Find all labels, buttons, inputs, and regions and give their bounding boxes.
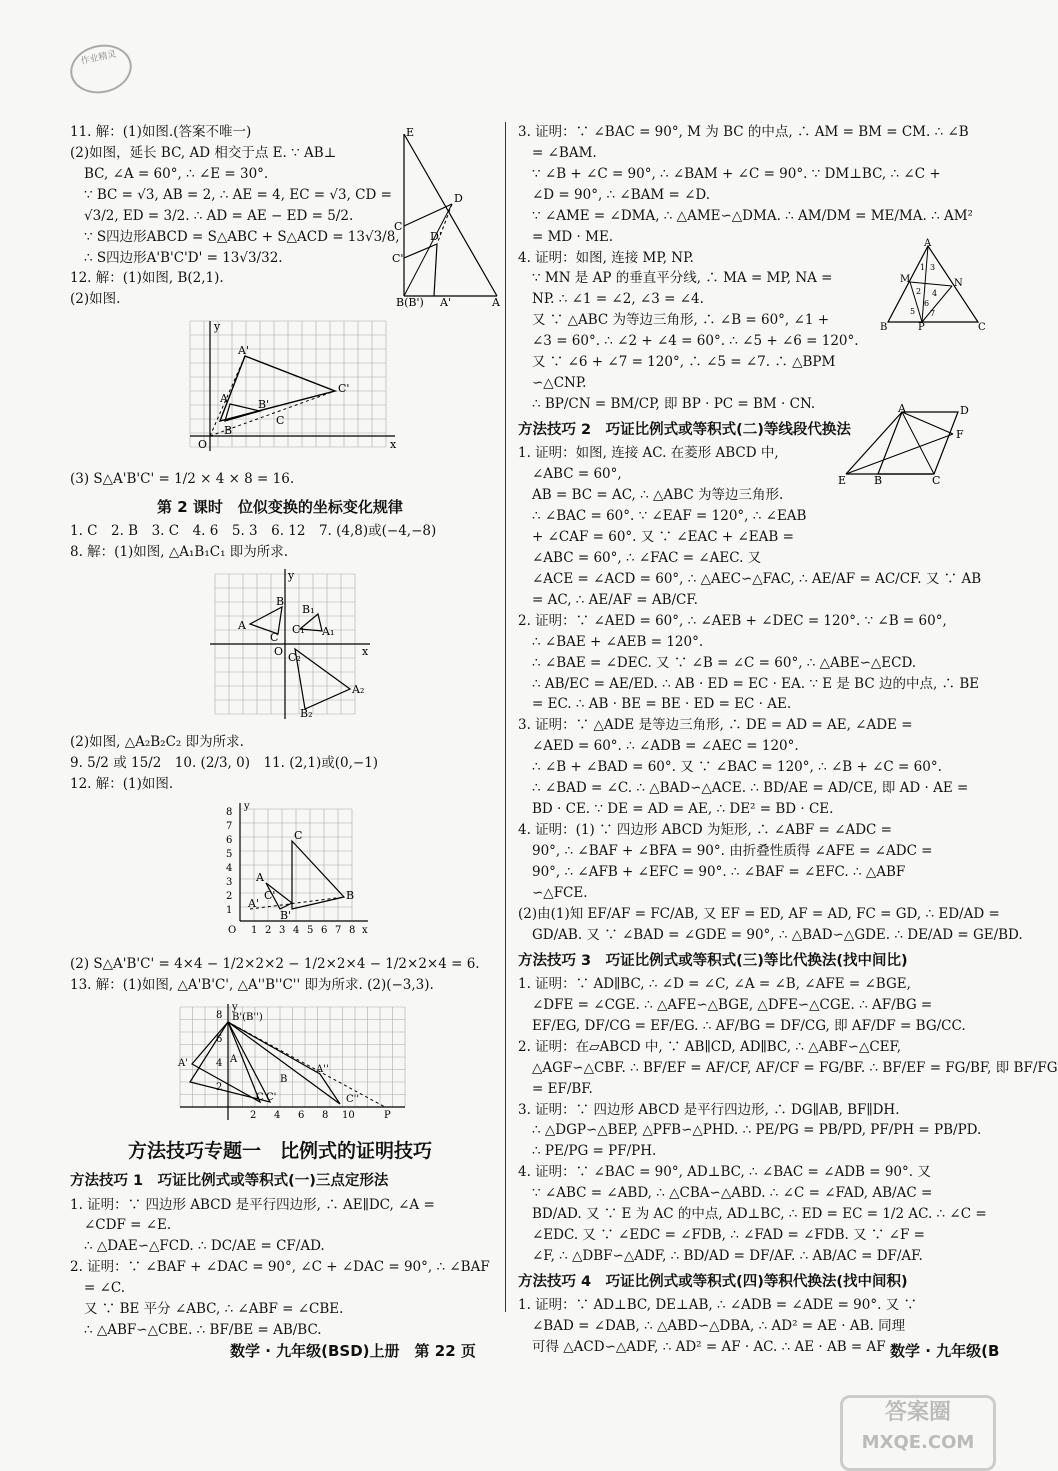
- fig3-label-b1: B₁: [302, 603, 315, 617]
- text-line: 又 ∵ ∠6 + ∠7 = 120°, ∴ ∠5 = ∠7. ∴ △BPM: [532, 354, 836, 371]
- text-line: 12. 解：(1)如图.: [70, 776, 174, 792]
- text-line: 1. 证明：∵ 四边形 ABCD 是平行四边形, ∴ AE∥DC, ∠A =: [70, 1196, 435, 1213]
- column-divider: [505, 122, 506, 1312]
- fig4-tick-x2: 2: [265, 924, 272, 936]
- figure-3-svg: [210, 569, 370, 719]
- text-line: ∠ABC = 60°, ∴ ∠FAC = ∠AEC. 又: [532, 549, 762, 566]
- fig6-label-m: M: [900, 274, 911, 285]
- right-block-2: [518, 443, 1023, 945]
- text-line: ∴ S四边形A'B'C'D' = 13√3/32.: [84, 249, 283, 266]
- text-line: (2)如图，延长 BC, AD 相交于点 E. ∵ AB⊥: [70, 144, 337, 161]
- text-line: ∴ ∠BAE + ∠AEB = 120°.: [532, 633, 704, 650]
- fig5-tick-x2: 2: [250, 1109, 257, 1121]
- fig6-angle-1: 1: [920, 263, 926, 272]
- fig4-tick-y7: 7: [226, 820, 233, 832]
- text-line: 2. 证明：在▱ABCD 中, ∵ AB∥CD, AD∥BC, ∴ △ABF∽△CEF,: [518, 1038, 902, 1055]
- text-line: 3. 证明：∵ 四边形 ABCD 是平行四边形, ∴ DG∥AB, BF∥DH.: [518, 1101, 900, 1118]
- fig4-tick-y5: 5: [226, 848, 233, 860]
- fig5-tick-x8: 8: [322, 1109, 329, 1121]
- text-line: 8. 解：(1)如图, △A₁B₁C₁ 即为所求.: [70, 544, 289, 561]
- text-line: 2. 证明：∵ ∠AED = 60°, ∴ ∠AEB + ∠DEC = 120°. ∵ ∠B = 60°,: [518, 612, 947, 629]
- text-line: 又 ∵ △ABC 为等边三角形, ∴ ∠B = 60°, ∠1 +: [532, 312, 830, 329]
- text-line: ∽△FCE.: [532, 884, 588, 901]
- footer-right: 数学 · 九年级(B: [890, 1342, 1000, 1360]
- text-line: (2) S△A'B'C' = 4×4 − 1/2×2×2 − 1/2×2×4 − 1/2×2×4 = 6.: [70, 955, 480, 972]
- fig5-label-a: A: [230, 1053, 238, 1065]
- fig4-tick-x7: 7: [335, 924, 342, 936]
- text-line: = ∠C.: [84, 1280, 126, 1297]
- text-line: ∠DFE = ∠CGE. ∴ △AFE∽△BGE, △DFE∽△CGE. ∴ AF/BG =: [532, 996, 933, 1013]
- fig4-tick-y8: 8: [226, 806, 233, 818]
- fig1-label-d: D: [454, 192, 463, 205]
- stamp-text: 作业精灵: [80, 49, 118, 67]
- fig1-label-c-prime: C': [392, 252, 404, 265]
- text-line: ∠BAD = ∠DAB, ∴ △ABD∽△DBA, ∴ AD² = AE · AB. 同理: [532, 1318, 906, 1335]
- text-line: 1. 证明：∵ AD⊥BC, DE⊥AB, ∴ ∠ADB = ∠ADE = 90°. 又 ∵: [518, 1297, 917, 1314]
- text-line: 1. C 2. B 3. C 4. 6 5. 3 6. 12 7. (4,8)或(−4,−8): [70, 523, 437, 540]
- fig2-label-y: y: [214, 320, 221, 334]
- watermark-logo: [840, 1395, 996, 1471]
- fig6-label-b: B: [880, 322, 888, 333]
- text-line: ∠EDC. 又 ∵ ∠EDC = ∠FDB, ∴ ∠FAD = ∠FDB. 又 ∵ ∠F =: [532, 1227, 925, 1244]
- text-line: ∴ ∠BAE = ∠DEC. 又 ∵ ∠B = ∠C = 60°, ∴ △ABE∽△ECD.: [532, 654, 917, 671]
- text-line: AB = BC = AC, ∴ △ABC 为等边三角形.: [532, 487, 784, 504]
- fig3-label-a2: A₂: [352, 683, 365, 697]
- fig7-label-c: C: [932, 474, 941, 487]
- text-line: ∠3 = 60°. ∴ ∠2 + ∠4 = 60°. ∴ ∠5 + ∠6 = 120°.: [532, 333, 859, 350]
- fig1-label-a-prime: A': [440, 296, 451, 309]
- fig4-tick-x6: 6: [321, 924, 328, 936]
- fig6-angle-7: 7: [930, 309, 936, 318]
- figure-2-svg: [180, 316, 400, 456]
- fig3-label-b: B: [276, 595, 285, 609]
- fig1-label-b: B(B'): [396, 296, 424, 309]
- text-line: + ∠CAF = 60°. 又 ∵ ∠EAC + ∠EAB =: [532, 529, 794, 546]
- fig5-tick-y6: 6: [216, 1033, 223, 1045]
- fig5-label-a-prime: A': [178, 1057, 188, 1069]
- text-line: 1. 证明：∵ AD∥BC, ∴ ∠D = ∠C, ∠A = ∠B, ∠AFE = ∠BGE,: [518, 975, 911, 992]
- fig4-tick-y3: 3: [226, 876, 233, 888]
- fig4-label-a: A: [256, 870, 264, 884]
- fig5-tick-x10: 10: [342, 1109, 355, 1121]
- text-line: ∴ AB/EC = AE/ED. ∴ AB · ED = EC · EA. ∵ E 是 BC 边的中点, ∴ BE: [532, 675, 980, 692]
- figure-1-svg: [392, 126, 502, 309]
- text-line: 90°, ∴ ∠BAF + ∠BFA = 90°. 由折叠性质得 ∠AFE = ∠ADC =: [532, 842, 933, 859]
- text-line: 3. 证明：∵ ∠BAC = 90°, M 为 BC 的中点, ∴ AM = BM = CM. ∴ ∠B: [518, 124, 969, 140]
- figure-4-grid: [220, 801, 490, 948]
- fig5-tick-x6: 6: [298, 1109, 305, 1121]
- text-line: 3. 证明：∵ △ADE 是等边三角形, ∴ DE = AD = AE, ∠ADE =: [518, 717, 913, 734]
- fig4-tick-y4: 4: [226, 862, 233, 874]
- text-line: 90°, ∴ ∠AFB + ∠EFC = 90°. ∴ ∠BAF = ∠EFC. ∴ △ABF: [532, 863, 906, 880]
- text-line: ∴ ∠BAD = ∠C. ∴ △BAD∽△ACE. ∴ BD/AE = AD/CE, 即 AD · AE =: [532, 780, 969, 797]
- figure-5-svg: [170, 1002, 410, 1122]
- fig3-label-y: y: [288, 569, 295, 583]
- fig4-tick-x5: 5: [307, 924, 314, 936]
- text-line: 9. 5/2 或 15/2 10. (2/3, 0) 11. (2,1)或(0,−1): [70, 755, 379, 772]
- text-line: ∵ ∠ABC = ∠ABD, ∴ △CBA∽△ABD. ∴ ∠C = ∠FAD, AB/AC =: [532, 1185, 933, 1202]
- text-line: ∴ △DAE∽△FCD. ∴ DC/AE = CF/AD.: [84, 1238, 325, 1255]
- figure-2-grid: [180, 316, 490, 463]
- text-line: ∠D = 90°, ∴ ∠BAM = ∠D.: [532, 186, 711, 203]
- fig3-label-c2: C₂: [288, 651, 301, 665]
- text-line: NP. ∴ ∠1 = ∠2, ∠3 = ∠4.: [532, 291, 704, 308]
- text-line: 可得 △ACD∽△ADF, ∴ AD² = AF · AC. ∴ AE · AB = AF: [532, 1339, 886, 1356]
- method-4-title: 方法技巧 4 巧证比例式或等积式(四)等积代换法(找中间积): [518, 1273, 908, 1290]
- text-line: ∠CDF = ∠E.: [84, 1217, 172, 1234]
- fig1-label-d-prime: D': [430, 230, 442, 243]
- text-line: 4. 证明：如图, 连接 MP, NP.: [518, 249, 694, 266]
- fig4-label-x: x: [362, 924, 368, 936]
- fig6-angle-6: 6: [924, 299, 930, 308]
- fig6-angle-4: 4: [932, 289, 938, 298]
- method-3-title: 方法技巧 3 巧证比例式或等积式(三)等比代换法(找中间比): [518, 952, 908, 969]
- text-line: = ∠BAM.: [532, 144, 597, 161]
- watermark-line-2: MXQE.COM: [861, 1432, 975, 1453]
- text-line: ∵ ∠B + ∠C = 90°, ∴ ∠BAM + ∠C = 90°. ∵ DM⊥BC, ∴ ∠C +: [532, 165, 941, 182]
- footer-left: 数学 · 九年级(BSD)上册 第 22 页: [230, 1342, 476, 1360]
- fig4-tick-x8: 8: [349, 924, 356, 936]
- fig4-label-a-prime: A': [248, 896, 259, 910]
- text-line: √3/2, ED = 3/2. ∴ AD = AE − ED = 5/2.: [84, 207, 354, 224]
- fig4-tick-x3: 3: [279, 924, 286, 936]
- fig5-label-p: P: [384, 1109, 391, 1121]
- fig1-label-a: A: [492, 296, 500, 309]
- fig5-label-a-double-prime: A'': [316, 1063, 329, 1075]
- text-line: ∽△CNP.: [532, 375, 587, 392]
- text-line: ∴ ∠BAC = 60°. ∵ ∠EAF = 120°, ∴ ∠EAB: [532, 508, 807, 525]
- text-line: ∠F, ∴ △DBF∽△ADF, ∴ BD/AD = DF/AF. ∴ AB/AC = DF/AF.: [532, 1247, 923, 1264]
- text-line: BC, ∠A = 60°, ∴ ∠E = 30°.: [84, 165, 269, 182]
- fig3-label-o: O: [274, 645, 284, 659]
- fig5-label-y: y: [232, 1001, 238, 1013]
- method-1-title: 方法技巧 1 巧证比例式或等积式(一)三点定形法: [70, 1173, 389, 1190]
- fig5-label-b: B: [280, 1073, 288, 1085]
- fig4-label-c: C: [294, 828, 303, 842]
- topic-title: 方法技巧专题一 比例式的证明技巧: [127, 1139, 432, 1162]
- text-line: 4. 证明：(1) ∵ 四边形 ABCD 为矩形, ∴ ∠ABF = ∠ADC =: [518, 821, 892, 838]
- left-block-4: [70, 732, 490, 795]
- fig7-label-f: F: [956, 428, 964, 441]
- fig5-label-c: C: [256, 1091, 264, 1103]
- fig4-tick-y1: 1: [226, 904, 233, 916]
- fig6-label-c: C: [978, 322, 986, 333]
- text-line: ∴ PE/PG = PF/PH.: [532, 1143, 657, 1160]
- fig1-label-c: C: [394, 220, 403, 233]
- fig2-label-o: O: [198, 438, 208, 452]
- fig4-tick-x4: 4: [293, 924, 300, 936]
- fig4-label-o: O: [228, 924, 237, 936]
- fig4-label-y: y: [244, 800, 250, 812]
- text-line: (2)如图, △A₂B₂C₂ 即为所求.: [70, 734, 244, 751]
- fig5-label-c-prime: C': [266, 1091, 277, 1103]
- fig5-tick-x4: 4: [274, 1109, 281, 1121]
- fig5-tick-y8: 8: [216, 1009, 223, 1021]
- fig2-label-c-prime: C': [338, 382, 350, 396]
- fig4-label-c-prime: C': [264, 888, 276, 902]
- fig2-label-a: A: [220, 392, 228, 406]
- fig3-label-a1: A₁: [322, 625, 335, 639]
- figure-7-svg: [838, 404, 988, 486]
- text-line: ∵ S四边形ABCD = S△ABC + S△ACD = 13√3/8,: [84, 228, 400, 245]
- fig3-label-b2: B₂: [300, 707, 313, 721]
- fig3-label-c: C: [270, 631, 279, 645]
- text-line: ∴ △DGP∽△BEP, △PFB∽△PHD. ∴ PE/PG = PB/PD, PF/PH = PB/PD.: [532, 1122, 982, 1139]
- text-line: ∠ACE = ∠ACD = 60°, ∴ △AEC∽△FAC, ∴ AE/AF = AC/CF. 又 ∵ AB: [532, 570, 982, 587]
- stamp-seal: [66, 39, 137, 99]
- fig7-label-b: B: [874, 474, 883, 487]
- text-line: ∵ ∠AME = ∠DMA, ∴ △AME∽△DMA. ∴ AM/DM = ME/MA. ∴ AM²: [532, 207, 973, 224]
- fig2-label-c: C: [276, 414, 285, 428]
- fig4-label-b: B: [346, 888, 355, 902]
- fig7-label-a: A: [898, 402, 906, 415]
- text-line: 1. 证明：如图, 连接 AC. 在菱形 ABCD 中,: [518, 445, 779, 462]
- text-line: ∴ △ABF∽△CBE. ∴ BF/BE = AB/BC.: [84, 1322, 322, 1339]
- text-line: ∠AED = 60°. ∴ ∠ADB = ∠AEC = 120°.: [532, 738, 799, 755]
- fig5-tick-y2: 2: [216, 1081, 223, 1093]
- fig4-tick-y6: 6: [226, 834, 233, 846]
- left-block-2: [70, 469, 490, 490]
- fig4-label-b-prime: B': [280, 908, 292, 922]
- text-line: = EC. ∴ AB · BE = BE · ED = EC · AE.: [532, 696, 792, 713]
- text-line: ∴ BP/CN = BM/CP, 即 BP · PC = BM · CN.: [532, 395, 816, 412]
- text-line: ∠ABC = 60°,: [532, 466, 622, 483]
- fig6-angle-5: 5: [910, 307, 916, 316]
- text-line: 12. 解：(1)如图, B(2,1).: [70, 270, 224, 287]
- fig7-label-d: D: [960, 404, 969, 417]
- lesson-2-title: 第 2 课时 位似变换的坐标变化规律: [157, 498, 403, 517]
- fig6-label-a: A: [924, 238, 932, 249]
- text-line: = AC, ∴ AE/AF = AB/CF.: [532, 591, 698, 608]
- grid: [190, 321, 386, 447]
- text-line: BD/AD. 又 ∵ E 为 AC 的中点, AD⊥BC, ∴ ED = EC = 1/2 AC. ∴ ∠C =: [532, 1206, 987, 1223]
- text-line: (2)由(1)知 EF/AF = FC/AB, 又 EF = ED, AF = AD, FC = GD, ∴ ED/AD =: [518, 905, 1000, 922]
- text-line: △AGF∽△CBF. ∴ BF/EF = AF/CF, AF/CF = FG/BF. ∴ BF/EF = FG/BF, 即 BF/FG: [532, 1059, 1058, 1076]
- fig4-tick-x1: 1: [251, 924, 258, 936]
- figure-5-grid: [170, 1002, 490, 1129]
- fig1-label-e: E: [406, 126, 415, 139]
- text-line: 4. 证明：∵ ∠BAC = 90°, AD⊥BC, ∴ ∠BAC = ∠ADB = 90°. 又: [518, 1164, 931, 1181]
- left-block-6: [70, 1195, 490, 1341]
- fig3-label-a: A: [238, 619, 246, 633]
- figure-6-svg: [880, 238, 990, 333]
- fig5-label-b-prime: B'(B''): [232, 1011, 263, 1023]
- text-line: = MD · ME.: [532, 228, 614, 245]
- text-line: BD · CE. ∵ DE = AD = AE, ∴ DE² = BD · CE.: [532, 801, 834, 818]
- fig2-label-a-prime: A': [238, 344, 249, 358]
- figure-4-svg: [220, 801, 370, 941]
- fig6-angle-2: 2: [916, 287, 922, 296]
- fig3-label-x: x: [362, 645, 369, 659]
- text-line: ∵ MN 是 AP 的垂直平分线, ∴ MA = MP, NA =: [532, 270, 833, 287]
- text-line: (2)如图.: [70, 291, 121, 308]
- fig2-label-b: B: [224, 424, 233, 438]
- right-block-3: [518, 974, 1058, 1267]
- fig4-tick-y2: 2: [226, 890, 233, 902]
- watermark-line-1: 答案圈: [884, 1400, 951, 1425]
- left-block-5: [70, 954, 490, 996]
- fig5-tick-y4: 4: [216, 1057, 223, 1069]
- method-2-title: 方法技巧 2 巧证比例式或等积式(二)等线段代换法: [518, 421, 851, 438]
- text-line: GD/AB. 又 ∵ ∠BAD = ∠GDE = 90°, ∴ △BAD∽△GDE. ∴ DE/AD = GE/BD.: [532, 926, 1023, 943]
- fig2-label-b-prime: B': [258, 398, 270, 412]
- text-line: = EF/BF.: [532, 1080, 593, 1097]
- text-line: 13. 解：(1)如图, △A'B'C', △A''B''C'' 即为所求. (2)(−3,3).: [70, 976, 434, 993]
- fig6-angle-3: 3: [930, 263, 936, 272]
- left-block-3: [70, 521, 490, 563]
- fig2-label-x: x: [390, 438, 397, 452]
- fig7-label-e: E: [838, 474, 847, 487]
- figure-3-grid: [210, 569, 490, 726]
- text-line: (3) S△A'B'C' = 1/2 × 4 × 8 = 16.: [70, 471, 295, 488]
- fig5-label-c-double-prime: C'': [346, 1093, 360, 1105]
- fig3-label-c1: C₁: [292, 623, 305, 637]
- text-line: ∵ BC = √3, AB = 2, ∴ AE = 4, EC = √3, CD =: [84, 186, 392, 203]
- text-line: 11. 解：(1)如图.(答案不唯一): [70, 124, 252, 140]
- text-line: ∴ ∠B + ∠BAD = 60°. 又 ∵ ∠BAC = 120°, ∴ ∠B + ∠C = 60°.: [532, 759, 942, 776]
- fig6-label-n: N: [954, 278, 963, 289]
- text-line: EF/EG, DF/CG = EF/EG. ∴ AF/BG = DF/CG, 即 AF/DF = BG/CC.: [532, 1017, 966, 1034]
- text-line: 又 ∵ BE 平分 ∠ABC, ∴ ∠ABF = ∠CBE.: [84, 1301, 344, 1318]
- fig6-label-p: P: [918, 322, 925, 333]
- text-line: 2. 证明：∵ ∠BAF + ∠DAC = 90°, ∠C + ∠DAC = 90°, ∴ ∠BAF: [70, 1259, 490, 1276]
